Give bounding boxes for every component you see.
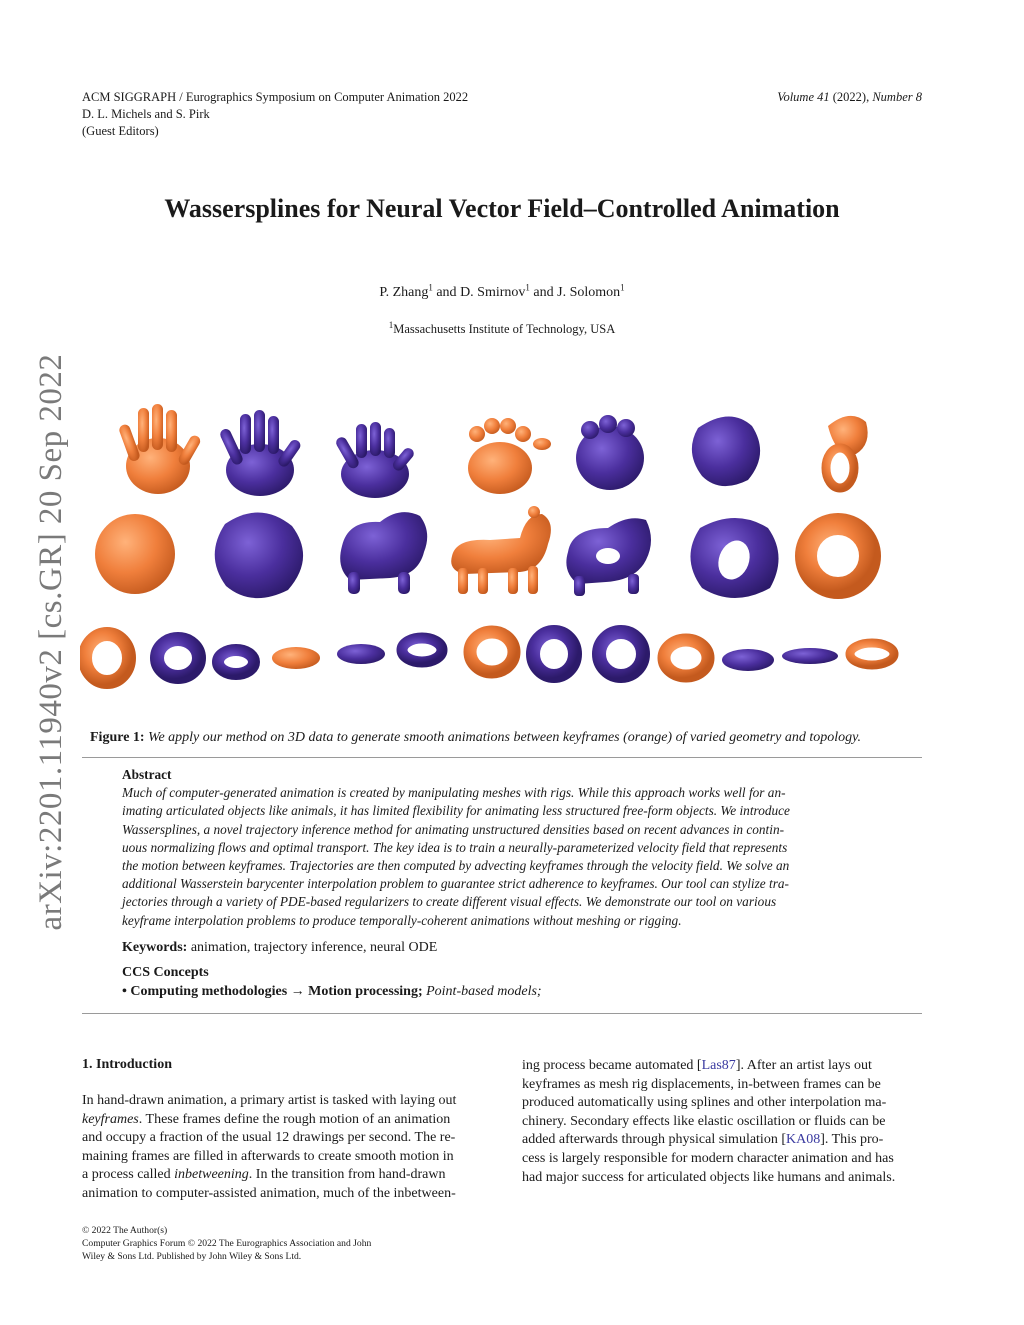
author-name: P. Zhang bbox=[379, 285, 429, 300]
figure-caption bbox=[90, 730, 861, 746]
text-line: chinery. Secondary effects like elastic oscillation or fluids can be bbox=[522, 1113, 886, 1129]
text-run: ]. This pro- bbox=[820, 1132, 884, 1148]
affiliation bbox=[0, 319, 1004, 337]
editors-line: D. L. Michels and S. Pirk bbox=[82, 107, 210, 121]
ccs-subtopic: Point-based models; bbox=[422, 984, 542, 999]
text-line bbox=[522, 1131, 922, 1150]
ccs-concepts bbox=[122, 963, 542, 1001]
emphasis: keyframes bbox=[82, 1111, 139, 1127]
ccs-line bbox=[122, 982, 542, 1001]
text-line: keyframes as mesh rig displacements, in-between frames can be bbox=[522, 1076, 881, 1092]
citation-link[interactable]: KA08 bbox=[785, 1132, 821, 1148]
text-run: a process called bbox=[82, 1167, 175, 1183]
citation-link[interactable]: Las87 bbox=[701, 1058, 736, 1073]
keywords-label: Keywords: bbox=[122, 940, 188, 955]
intro-right-column bbox=[522, 1057, 922, 1187]
animal-keyframe bbox=[451, 506, 551, 594]
abstract-bottom-rule bbox=[82, 1013, 922, 1014]
keywords-text: animation, trajectory inference, neural ODE bbox=[187, 940, 438, 955]
hand-interp-2 bbox=[334, 422, 416, 498]
hand-interp-4 bbox=[692, 416, 760, 486]
author-name: J. Solomon bbox=[557, 285, 621, 300]
torus-interp-1 bbox=[690, 518, 778, 598]
hand-keyframe-1 bbox=[118, 404, 202, 494]
text-line bbox=[82, 1166, 482, 1185]
text-line: animation to computer-assisted animation, much of the inbetween- bbox=[82, 1185, 456, 1201]
author-separator: and bbox=[432, 285, 461, 300]
footer-line: Wiley & Sons Ltd. Published by John Wiley & Sons Ltd. bbox=[82, 1251, 302, 1262]
sphere-interp-1 bbox=[215, 512, 303, 598]
text-run: . These frames define the rough motion of an animation bbox=[138, 1111, 451, 1127]
torus-sequence bbox=[85, 632, 894, 682]
text-line: had major success for articulated objects like humans and animals. bbox=[522, 1169, 896, 1185]
issue-number: Number 8 bbox=[872, 90, 922, 104]
animal-interp-1 bbox=[340, 512, 427, 594]
keywords bbox=[122, 940, 437, 956]
abstract-block bbox=[122, 766, 884, 930]
text-line: and occupy a fraction of the usual 12 drawings per second. The re- bbox=[82, 1130, 456, 1146]
affiliation-name: Massachusetts Institute of Technology, USA bbox=[393, 322, 616, 336]
text-line: maining frames are filled in afterwards to create smooth motion in bbox=[82, 1148, 454, 1164]
footer-line: © 2022 The Author(s) bbox=[82, 1225, 168, 1236]
author-affiliation-mark: 1 bbox=[525, 282, 530, 293]
text-run: ]. After an artist lays out bbox=[735, 1058, 872, 1073]
abstract-line: Much of computer-generated animation is created by manipulating meshes with rigs. While this approach works well for an- bbox=[122, 785, 786, 801]
hand-keyframe-3 bbox=[826, 416, 868, 488]
author-separator: and bbox=[529, 285, 558, 300]
running-header-left bbox=[82, 89, 468, 140]
author-affiliation-mark: 1 bbox=[428, 282, 433, 293]
text-line: In hand-drawn animation, a primary artist is tasked with laying out bbox=[82, 1093, 457, 1108]
hand-interp-3 bbox=[576, 415, 644, 490]
abstract-top-rule bbox=[82, 757, 922, 758]
ccs-arrow: → bbox=[287, 984, 309, 999]
ccs-topic: Motion processing; bbox=[308, 984, 423, 999]
text-run: . In the transition from hand-drawn bbox=[248, 1167, 446, 1183]
affiliation-mark: 1 bbox=[388, 319, 394, 330]
volume-year: (2022), bbox=[829, 90, 873, 104]
abstract-line: additional Wasserstein barycenter interpolation problem to guarantee strict adherence to keyframes. Our tool can stylize tra- bbox=[122, 876, 789, 892]
running-header-right bbox=[777, 89, 922, 106]
section-heading: 1. Introduction bbox=[82, 1057, 172, 1072]
author-affiliation-mark: 1 bbox=[620, 282, 625, 293]
animal-interp-2 bbox=[566, 518, 651, 596]
hand-interp-1 bbox=[218, 410, 302, 496]
text-line: cess is largely responsible for modern character animation and has bbox=[522, 1150, 894, 1166]
text-run: ing process became automated [ bbox=[522, 1058, 702, 1073]
figure-label: Figure 1: bbox=[90, 730, 145, 745]
torus-keyframe bbox=[806, 524, 870, 588]
abstract-heading: Abstract bbox=[122, 767, 172, 782]
venue-line: ACM SIGGRAPH / Eurographics Symposium on Computer Animation 2022 bbox=[82, 90, 469, 104]
hand-keyframe-2 bbox=[468, 418, 551, 494]
abstract-line: imating articulated objects like animals, it has limited flexibility for animating less structured free-form objects. We introduce bbox=[122, 803, 790, 819]
abstract-line: uous normalizing flows and optimal transport. The key idea is to train a neurally-parameterized velocity field that represents bbox=[122, 839, 788, 855]
footer-line: Computer Graphics Forum © 2022 The Eurographics Association and John bbox=[82, 1238, 372, 1249]
text-line: produced automatically using splines and other interpolation ma- bbox=[522, 1095, 887, 1111]
text-line bbox=[82, 1111, 482, 1130]
abstract-line: the motion between keyframes. Trajectories are then computed by advecting keyframes through the velocity field. We solve an bbox=[122, 858, 790, 874]
ccs-bullet: • Computing methodologies bbox=[122, 984, 288, 999]
abstract-body bbox=[122, 784, 884, 930]
sphere-keyframe bbox=[95, 514, 175, 594]
copyright-footer bbox=[82, 1224, 371, 1263]
intro-left-column bbox=[82, 1092, 482, 1204]
figure-1-image bbox=[80, 396, 924, 696]
abstract-line: keyframe interpolation problems to produce temporally-coherent animations without meshing or rigging. bbox=[122, 912, 682, 928]
paper-title: Wassersplines for Neural Vector Field–Controlled Animation bbox=[164, 194, 840, 223]
author-name: D. Smirnov bbox=[460, 285, 526, 300]
abstract-line: jectories through a variety of PDE-based regularizers to create different visual effects. We demonstrate our tool on various bbox=[122, 894, 777, 910]
text-run: added afterwards through physical simulation [ bbox=[522, 1132, 786, 1148]
abstract-line: Wassersplines, a novel trajectory inference method for animating unstructured densities based on recent advances in contin- bbox=[122, 821, 785, 837]
text-line bbox=[522, 1057, 922, 1076]
emphasis: inbetweening bbox=[174, 1167, 249, 1183]
volume-label: Volume 41 bbox=[777, 90, 830, 104]
editors-note: (Guest Editors) bbox=[82, 124, 159, 138]
ccs-heading: CCS Concepts bbox=[122, 965, 209, 980]
arxiv-stamp: arXiv:2201.11940v2 [cs.GR] 20 Sep 2022 bbox=[33, 353, 69, 931]
author-list bbox=[0, 282, 1004, 301]
figure-caption-text: We apply our method on 3D data to generate smooth animations between keyframes (orange) of varied geometry and topology. bbox=[148, 730, 862, 745]
